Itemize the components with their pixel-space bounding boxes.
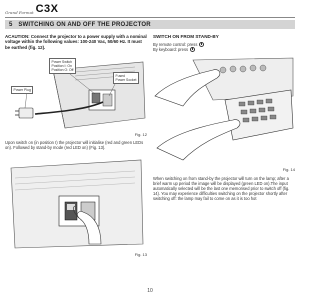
callout-power-switch [49,58,76,74]
callout-power-switch-line3: Position O: Off [51,68,74,72]
callout-power-plug-label: Power Plug [13,88,31,92]
fig14-label: Fig. 14 [282,167,295,172]
left-body-paragraph: Upon switch on (in position I) the projector will initialise (red and green LEDs on). Followed by stand-by mode (red LED on) (Fig. 13). [5,140,144,150]
section-heading-bar [5,20,295,29]
callout-fused-line2: Power Socket [115,78,137,82]
brand-model: C3X [35,3,59,15]
power-button-icon [199,42,204,47]
right-body-paragraph: When switching on from stand-by the projector will turn on the lamp; after a brief warm up period the image will be displayed (green LED on).The input automatically selected will be the last one memorised prior to switch off (fig. 14). You may experience difficulties switching on the projector shortly after switching off: the lamp may fail to come on as it is too hot [153,176,290,201]
instruction-keyboard-text: By keyboard: press [153,47,189,53]
callout-power-switch-line1: Power Switch [51,60,73,64]
callout-power-plug [11,86,33,94]
standby-heading: SWITCH ON FROM STAND-BY [153,34,219,39]
figure-14 [153,56,295,162]
instruction-keyboard [153,47,295,52]
section-title: SWITCHING ON AND OFF THE PROJECTOR [18,21,151,28]
brand-script: Grand Format [5,10,34,15]
section-number: 5 [9,21,13,28]
caution-text: ACAUTION: Connect the projector to a power supply with a nominal voltage within the following values: 100-240 Vac, 50/60 Hz. It must be earthed (fig. 12). [5,34,147,50]
header-rule [5,17,295,18]
remote-and-keypad-illustration [153,56,295,162]
fig12-label: Fig. 12 [134,132,147,137]
figure-12 [5,58,147,130]
figure-13 [5,158,147,250]
left-column [5,34,147,50]
brand-logo [5,3,58,15]
projector-rear-panel-illustration [5,58,147,130]
page-number: 10 [147,288,153,294]
callout-fused-line1: Fused [115,74,125,78]
fig13-label: Fig. 13 [134,252,147,257]
callout-fused-socket [113,72,139,84]
instruction-remote-text: By remote control: press [153,42,198,47]
right-column [153,34,295,52]
projector-switch-closeup-illustration [5,158,147,250]
callout-power-switch-line2: Position I: On [51,64,72,68]
power-button-icon [190,47,195,52]
